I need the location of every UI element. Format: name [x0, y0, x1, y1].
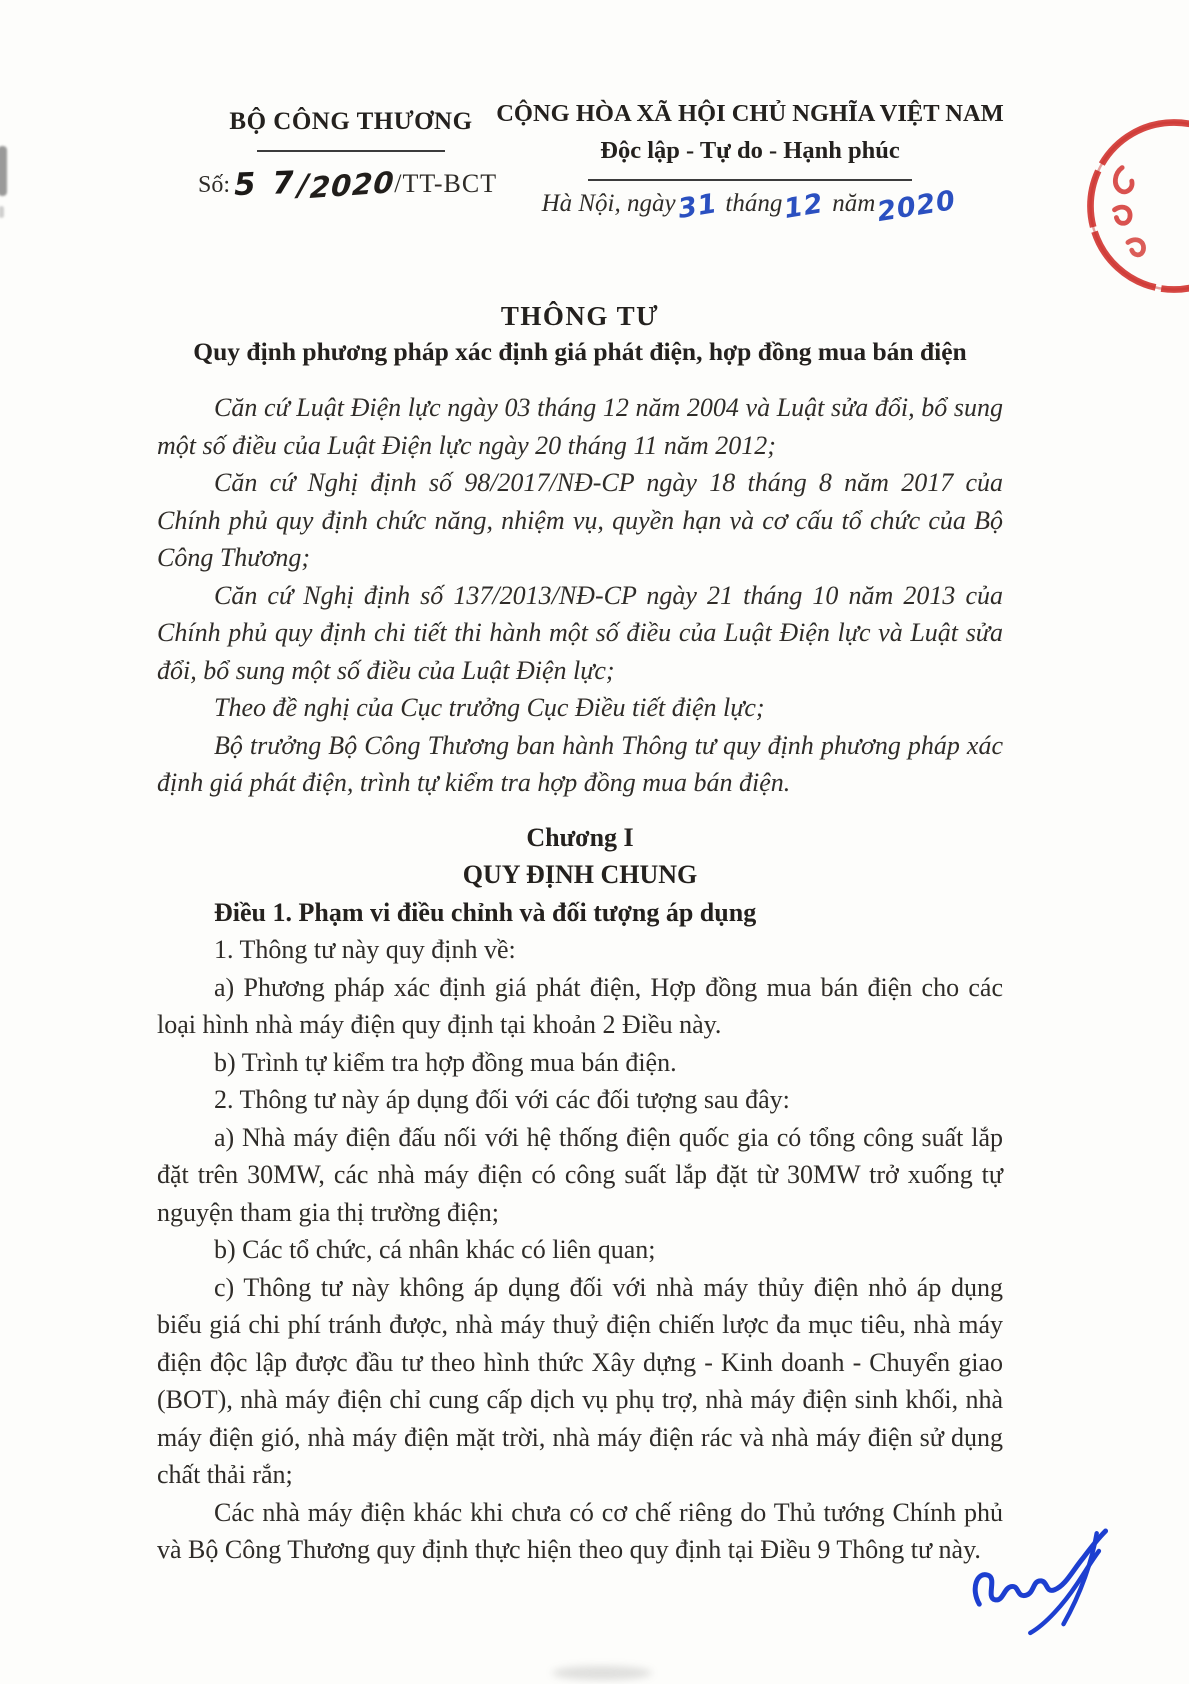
signature-scribble-icon — [966, 1526, 1110, 1638]
chapter-heading: QUY ĐỊNH CHUNG — [462, 860, 698, 889]
clause-paragraph: a) Nhà máy điện đấu nối với hệ thống điện quốc gia có tổng công suất lắp đặt trên 30MW, các nhà máy điện có công suất lắp đặt từ 30MW trở xuống tự nguyện tham gia thị trường điện; — [157, 1122, 1003, 1227]
handwritten-year: 2020 — [875, 184, 959, 229]
handwritten-day: 31 — [675, 188, 720, 225]
clause-paragraph: b) Các tổ chức, cá nhân khác có liên quan; — [214, 1235, 656, 1264]
scan-artifact-left-edge — [0, 146, 7, 196]
document-body — [157, 389, 1003, 1569]
preamble-paragraph: Theo đề nghị của Cục trưởng Cục Điều tiết điện lực; — [214, 693, 765, 722]
handwritten-document-number: 5 7 — [233, 164, 298, 204]
scan-artifact-bottom-smudge — [552, 1666, 652, 1680]
clause-paragraph: 2. Thông tư này áp dụng đối với các đối tượng sau đây: — [214, 1085, 790, 1114]
motto-underline — [588, 179, 912, 181]
chapter-label: Chương I — [526, 822, 634, 852]
clause-paragraph: 1. Thông tư này quy định về: — [214, 935, 516, 964]
chapter-block — [157, 819, 1003, 894]
preamble-section — [157, 389, 1003, 802]
handwritten-document-year: 2020 — [308, 164, 396, 206]
clause-paragraph: b) Trình tự kiểm tra hợp đồng mua bán điện. — [214, 1047, 677, 1077]
date-prefix: Hà Nội, ngày — [541, 190, 676, 217]
place-date-line — [468, 184, 1032, 229]
article-heading: Điều 1. Phạm vi điều chỉnh và đối tượng áp dụng — [214, 897, 757, 927]
clause-paragraph: c) Thông tư này không áp dụng đối với nhà máy thủy điện nhỏ áp dụng biểu giá chi phí tránh được, nhà máy thuỷ điện chiến lược đa mục tiêu, nhà máy điện độc lập được đầu tư theo hình thức Xây dựng - Kinh doanh - Chuyển giao (BOT), nhà máy điện chỉ cung cấp dịch vụ phụ trợ, nhà máy điện sinh khối, nhà máy điện gió, nhà máy điện mặt trời, nhà máy điện rác và nhà máy điện sử dụng chất thải rắn; — [157, 1272, 1003, 1489]
handwritten-signature — [966, 1526, 1110, 1638]
preamble-paragraph: Bộ trưởng Bộ Công Thương ban hành Thông tư quy định phương pháp xác định giá phát điện, trình tự kiểm tra hợp đồng mua bán điện. — [157, 730, 1003, 797]
preamble-paragraph: Căn cứ Luật Điện lực ngày 03 tháng 12 năm 2004 và Luật sửa đổi, bổ sung một số điều của Luật Điện lực ngày 20 tháng 11 năm 2012; — [157, 393, 1003, 460]
date-month-label: tháng — [725, 190, 783, 217]
preamble-paragraph: Căn cứ Nghị định số 98/2017/NĐ-CP ngày 18 tháng 8 năm 2017 của Chính phủ quy định chức năng, nhiệm vụ, quyền hạn và cơ cấu tổ chức của Bộ Công Thương; — [157, 468, 1003, 572]
org-underline — [257, 150, 445, 152]
preamble-paragraph: Căn cứ Nghị định số 137/2013/NĐ-CP ngày 21 tháng 10 năm 2013 của Chính phủ quy định chi tiết thi hành một số điều của Luật Điện lực và Luật sửa đổi, bổ sung một số điều của Luật Điện lực; — [157, 580, 1003, 685]
handwritten-month: 12 — [782, 188, 827, 225]
title-block — [157, 301, 1003, 367]
header-left-block — [196, 108, 506, 206]
date-year-label: năm — [832, 190, 876, 217]
official-seal-stamp — [1078, 110, 1189, 302]
national-motto: Độc lập - Tự do - Hạnh phúc — [600, 137, 900, 164]
header-right-block — [468, 100, 1032, 229]
document-subtitle: Quy định phương pháp xác định giá phát điện, hợp đồng mua bán điện — [193, 337, 967, 366]
clause-paragraph: Các nhà máy điện khác khi chưa có cơ chế riêng do Thủ tướng Chính phủ và Bộ Công Thương quy định thực hiện theo quy định tại Điều 9 Thông tư này. — [157, 1497, 1003, 1564]
issuing-organization: BỘ CÔNG THƯƠNG — [229, 108, 473, 135]
seal-circle-icon — [1078, 110, 1189, 302]
handwritten-slash: / — [296, 167, 311, 203]
document-number-suffix: /TT-BCT — [394, 169, 498, 198]
document-number-line — [196, 164, 506, 206]
scan-artifact-left-edge-small — [0, 206, 4, 218]
national-title: CỘNG HÒA XÃ HỘI CHỦ NGHĨA VIỆT NAM — [496, 100, 1004, 127]
document-number-label: Số: — [198, 172, 231, 198]
document-title: THÔNG TƯ — [500, 301, 660, 331]
clause-paragraph: a) Phương pháp xác định giá phát điện, Hợp đồng mua bán điện cho các loại hình nhà máy điện quy định tại khoản 2 Điều này. — [157, 972, 1003, 1039]
